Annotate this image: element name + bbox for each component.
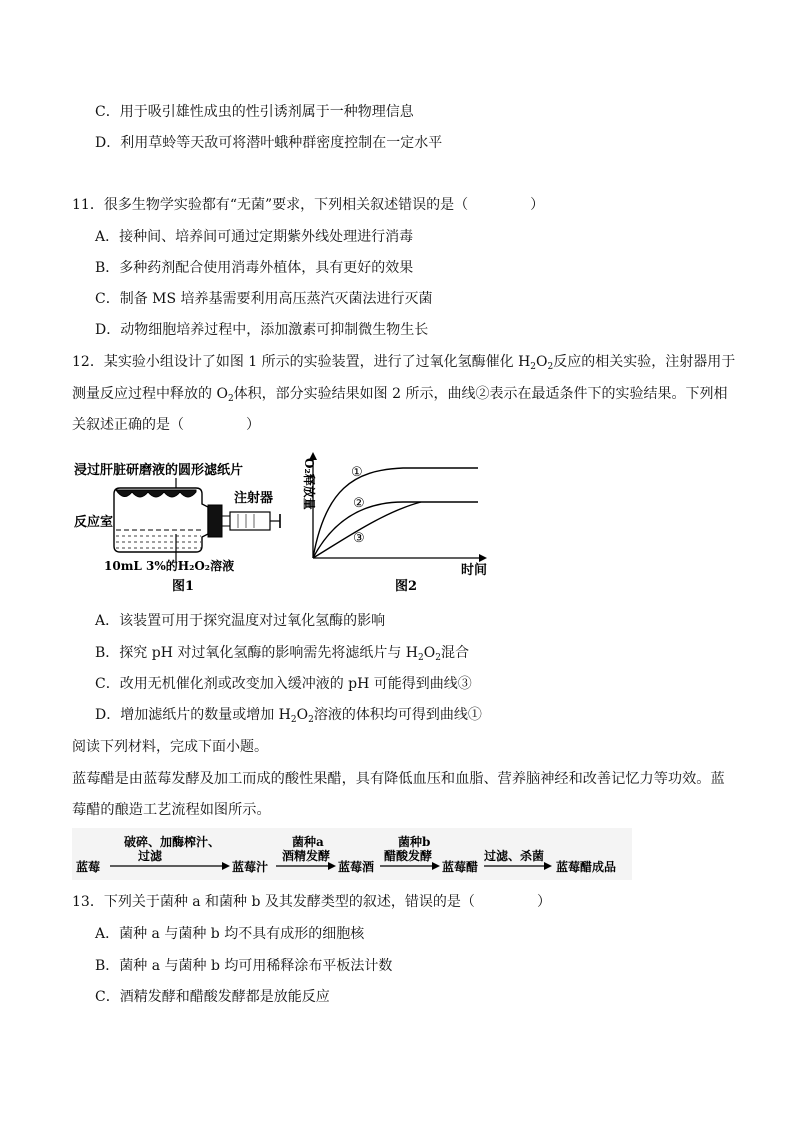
flow-step2-top: 菌种a — [292, 835, 324, 849]
curve-label-1: ① — [351, 465, 363, 480]
q11-stem-close: ） — [530, 197, 545, 213]
q13-option-a: A．菌种 a 与菌种 b 均不具有成形的细胞核 — [95, 926, 365, 942]
fig2-ylabel: O₂释放量 — [302, 458, 316, 510]
q12-stem2-a: 测量反应过程中释放的 O — [72, 386, 228, 402]
material-intro: 阅读下列材料，完成下面小题。 — [72, 739, 268, 755]
fig2-xlabel: 时间 — [461, 563, 488, 578]
process-flow-diagram — [72, 828, 632, 880]
reaction-chamber — [114, 488, 208, 552]
flow-step3-top: 菌种b — [398, 835, 431, 849]
q11-stem — [72, 195, 544, 215]
q12-stem2-b: 体积，部分实验结果如图 2 所示，曲线②表示在最适条件下的实验结果。下列相 — [233, 386, 728, 402]
q12-option-d-a: D．增加滤纸片的数量或增加 H — [95, 707, 291, 723]
q11-option-b: B．多种药剂配合使用消毒外植体，具有更好的效果 — [95, 260, 414, 276]
q13-option-b: B．菌种 a 与菌种 b 均可用稀释涂布平板法计数 — [95, 958, 393, 974]
subscript: 2 — [435, 653, 441, 663]
q10-option-d: D．利用草蛉等天敌可将潜叶蛾种群密度控制在一定水平 — [95, 135, 443, 151]
q12-option-d — [95, 705, 482, 725]
flow-node-juice: 蓝莓汁 — [232, 860, 269, 874]
curve-label-2: ② — [353, 496, 365, 511]
fig1-label-top: 浸过肝脏研磨液的圆形滤纸片 — [74, 463, 244, 478]
flow-step2-bottom: 酒精发酵 — [282, 849, 331, 863]
q12-option-b-b: 混合 — [440, 645, 469, 661]
q12-stem1-a: 12．某实验小组设计了如图 1 所示的实验装置，进行了过氧化氢酶催化 H — [72, 354, 531, 370]
q12-stem1-b: 反应的相关实验，注射器用于 — [553, 354, 736, 370]
subscript: 2 — [530, 362, 537, 372]
q12-option-a: A．该装置可用于探究温度对过氧化氢酶的影响 — [95, 613, 386, 629]
q12-stem3-b: ） — [246, 417, 260, 433]
material-paragraph-line1: 蓝莓醋是由蓝莓发酵及加工而成的酸性果醋，具有降低血压和血脂、营养脑神经和改善记忆力等功效。蓝 — [72, 771, 725, 787]
figure-1-apparatus — [68, 452, 288, 597]
figure-2-graph — [293, 450, 498, 600]
q13-stem — [72, 892, 551, 912]
flow-step1-top: 破碎、加酶榨汁、 — [124, 835, 221, 849]
syringe-barrel — [230, 512, 270, 530]
fig1-label-chamber: 反应室 — [74, 515, 114, 530]
subscript: 2 — [547, 362, 554, 372]
q12-stem-line1 — [72, 352, 735, 372]
flow-node-product: 蓝莓醋成品 — [556, 860, 617, 874]
q11-option-c: C．制备 MS 培养基需要利用高压蒸汽灭菌法进行灭菌 — [95, 291, 433, 307]
q11-stem-text: 11．很多生物学实验都有“无菌”要求，下列相关叙述错误的是（ — [72, 197, 469, 213]
q10-option-c: C．用于吸引雄性成虫的性引诱剂属于一种物理信息 — [95, 104, 414, 120]
q12-stem-line3 — [72, 415, 260, 435]
fig2-caption: 图2 — [395, 579, 418, 594]
fig1-label-solution: 10mL 3%的H₂O₂溶液 — [104, 559, 235, 573]
q12-option-b — [95, 643, 469, 663]
q11-option-d: D．动物细胞培养过程中，添加激素可抑制微生物生长 — [95, 322, 429, 338]
x-axis-arrow — [479, 554, 487, 562]
flow-step1-bottom: 过滤 — [138, 849, 163, 863]
curve-label-3: ③ — [353, 531, 365, 546]
q12-stem1-mid: O — [536, 354, 548, 370]
flow-step3-bottom: 醋酸发酵 — [384, 849, 433, 863]
q12-option-d-b: 溶液的体积均可得到曲线① — [313, 707, 482, 723]
q13-option-c: C．酒精发酵和醋酸发酵都是放能反应 — [95, 989, 330, 1005]
flow-node-wine: 蓝莓酒 — [338, 860, 375, 874]
subscript: 2 — [308, 715, 314, 725]
subscript: 2 — [290, 715, 297, 725]
flow-node-blueberry: 蓝莓 — [76, 860, 101, 874]
subscript: 2 — [418, 653, 424, 663]
fig1-caption: 图1 — [172, 579, 195, 594]
fig1-label-syringe: 注射器 — [234, 491, 274, 506]
curve-1 — [313, 468, 478, 558]
q13-stem-close: ） — [536, 894, 551, 910]
q11-option-a: A．接种间、培养间可通过定期紫外线处理进行消毒 — [95, 229, 414, 245]
q12-option-c: C．改用无机催化剂或改变加入缓冲液的 pH 可能得到曲线③ — [95, 676, 472, 692]
filter-paper-discs — [116, 490, 196, 497]
q12-option-b-mid: O — [423, 645, 436, 661]
flow-node-vinegar: 蓝莓醋 — [442, 860, 479, 874]
subscript: 2 — [227, 394, 234, 404]
q13-stem-text: 13．下列关于菌种 a 和菌种 b 及其发酵类型的叙述，错误的是（ — [72, 894, 475, 910]
curve-3 — [313, 502, 421, 558]
rubber-stopper — [208, 505, 222, 537]
q12-stem3-a: 关叙述正确的是（ — [72, 417, 184, 433]
q12-option-b-a: B．探究 pH 对过氧化氢酶的影响需先将滤纸片与 H — [95, 645, 419, 661]
material-paragraph-line2: 莓醋的酿造工艺流程如图所示。 — [72, 802, 271, 818]
syringe-tip — [222, 516, 230, 526]
q12-option-d-mid: O — [296, 707, 309, 723]
flow-step4-top: 过滤、杀菌 — [484, 849, 545, 863]
q12-stem-line2 — [72, 384, 727, 404]
